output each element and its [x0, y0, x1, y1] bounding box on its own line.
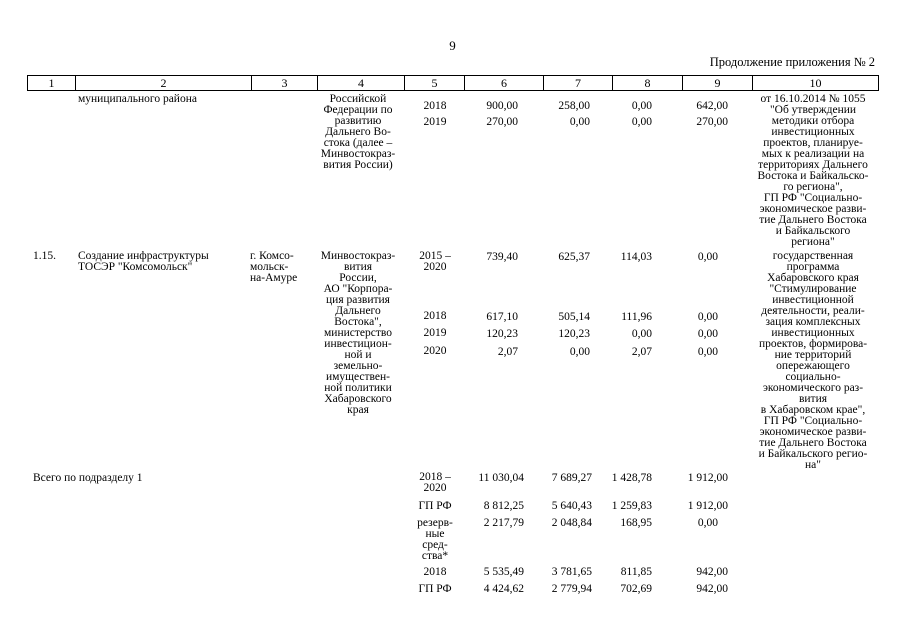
subtotal-2018-gp-rf-col9: 942,00 [696, 583, 728, 595]
subtotal-2018-gp-rf: ГП РФ [418, 583, 452, 595]
row-a-2018-col6: 900,00 [486, 100, 518, 112]
row-a-2018-col9: 642,00 [696, 100, 728, 112]
subtotal-gp-rf-col7: 5 640,43 [551, 500, 592, 512]
subtotal-label: Всего по подразделу 1 [33, 472, 143, 484]
row-a-2019-col6: 270,00 [486, 116, 518, 128]
subtotal-gp-rf-col8: 1 259,83 [611, 500, 652, 512]
column-header-9: 9 [683, 76, 753, 91]
subtotal-gp-rf-col9: 1 912,00 [687, 500, 728, 512]
row-a-2018-col7: 258,00 [558, 100, 590, 112]
row-b-2018-col9: 0,00 [697, 311, 718, 323]
row-a-col4: Российской Федерации по развитию Дальнего Во- стока (далее – Минвостокраз- вития России) [320, 93, 396, 171]
subtotal-reserve-col7: 2 048,84 [551, 517, 592, 529]
row-a-year-2019: 2019 [423, 116, 447, 128]
row-a-2018-col8: 0,00 [631, 100, 652, 112]
row-b-2018-col8: 111,96 [621, 311, 652, 323]
subtotal-reserve: резерв- ные сред- ства* [417, 517, 453, 562]
row-b-2019-col8: 0,00 [631, 328, 652, 340]
row-b-period-col6: 739,40 [486, 251, 518, 263]
row-b-period-col9: 0,00 [697, 251, 718, 263]
row-b-2019-col9: 0,00 [697, 328, 718, 340]
column-header-10: 10 [753, 76, 879, 91]
row-b-2020-col9: 0,00 [697, 346, 718, 358]
page-number: 9 [449, 38, 456, 53]
subtotal-2018-col8: 811,85 [620, 566, 652, 578]
subtotal-2018-col9: 942,00 [696, 566, 728, 578]
column-header-2: 2 [76, 76, 252, 91]
row-b-period-col7: 625,37 [558, 251, 590, 263]
row-b-2020-col7: 0,00 [569, 346, 590, 358]
row-a-2019-col7: 0,00 [569, 116, 590, 128]
subtotal-reserve-col9: 0,00 [697, 517, 718, 529]
column-header-4: 4 [318, 76, 405, 91]
row-a-col2: муниципального района [78, 93, 197, 105]
row-a-2019-col9: 270,00 [696, 116, 728, 128]
row-a-col10: от 16.10.2014 № 1055 "Об утверждении методики отбора инвестиционных проектов, планируе- мых к реализации на территориях Дальнего Востока и Байкальско- го региона", ГП РФ "Социально- экономическое разви- тие Дальнего Востока и Байкальского региона" [757, 93, 869, 248]
subtotal-reserve-col6: 2 217,79 [483, 517, 524, 529]
subtotal-2018: 2018 [423, 566, 447, 578]
row-b-col2: Создание инфраструктуры ТОСЭР "Комсомольск" [78, 250, 209, 273]
column-header-5: 5 [405, 76, 465, 91]
row-b-year-2019: 2019 [423, 327, 447, 339]
row-b-2020-col8: 2,07 [631, 346, 652, 358]
row-a-2019-col8: 0,00 [631, 116, 652, 128]
subtotal-period: 2018 – 2020 [419, 471, 451, 494]
row-b-period-col8: 114,03 [620, 251, 652, 263]
row-b-2020-col6: 2,07 [497, 346, 518, 358]
row-b-2019-col7: 120,23 [558, 328, 590, 340]
row-b-2018-col7: 505,14 [558, 311, 590, 323]
column-header-3: 3 [252, 76, 318, 91]
column-header-1: 1 [28, 76, 76, 91]
subtotal-2018-col6: 5 535,49 [483, 566, 524, 578]
subtotal-period-col8: 1 428,78 [611, 472, 652, 484]
row-b-col4: Минвостокраз- вития России, АО "Корпора- ция развития Дальнего Востока", министерство инвестицион- ной и земельно- имуществен- ной политики Хабаровского края [320, 250, 396, 416]
row-b-2019-col6: 120,23 [486, 328, 518, 340]
subtotal-2018-gp-rf-col7: 2 779,94 [551, 583, 592, 595]
row-b-year-2018: 2018 [423, 310, 447, 322]
row-b-2018-col6: 617,10 [486, 311, 518, 323]
subtotal-gp-rf: ГП РФ [418, 500, 452, 512]
row-b-period: 2015 – 2020 [419, 250, 451, 273]
subtotal-period-col9: 1 912,00 [687, 472, 728, 484]
subtotal-reserve-col8: 168,95 [620, 517, 652, 529]
column-header-7: 7 [544, 76, 613, 91]
subtotal-2018-gp-rf-col8: 702,69 [620, 583, 652, 595]
subtotal-period-col7: 7 689,27 [551, 472, 592, 484]
subtotal-gp-rf-col6: 8 812,25 [483, 500, 524, 512]
row-a-year-2018: 2018 [423, 100, 447, 112]
row-b-year-2020: 2020 [423, 345, 447, 357]
row-b-col10: государственная программа Хабаровского края "Стимулирование инвестиционной деятельности, реали- зация комплексных инвестиционных проектов, формирова- ние территорий опережающего социально- экономического раз- вития в Хабаровском крае", ГП РФ "Социально- экономическое разви- тие Дальнего Востока и Байкальского регио- на" [758, 250, 868, 471]
column-header-6: 6 [465, 76, 544, 91]
continuation-label: Продолжение приложения № 2 [709, 55, 875, 69]
subtotal-2018-col7: 3 781,65 [551, 566, 592, 578]
subtotal-period-col6: 11 030,04 [478, 472, 524, 484]
row-b-col3: г. Комсо- мольск- на-Амуре [250, 250, 298, 284]
column-header-8: 8 [613, 76, 683, 91]
subtotal-2018-gp-rf-col6: 4 424,62 [483, 583, 524, 595]
column-header-row [27, 75, 879, 91]
row-b-number: 1.15. [33, 250, 56, 262]
